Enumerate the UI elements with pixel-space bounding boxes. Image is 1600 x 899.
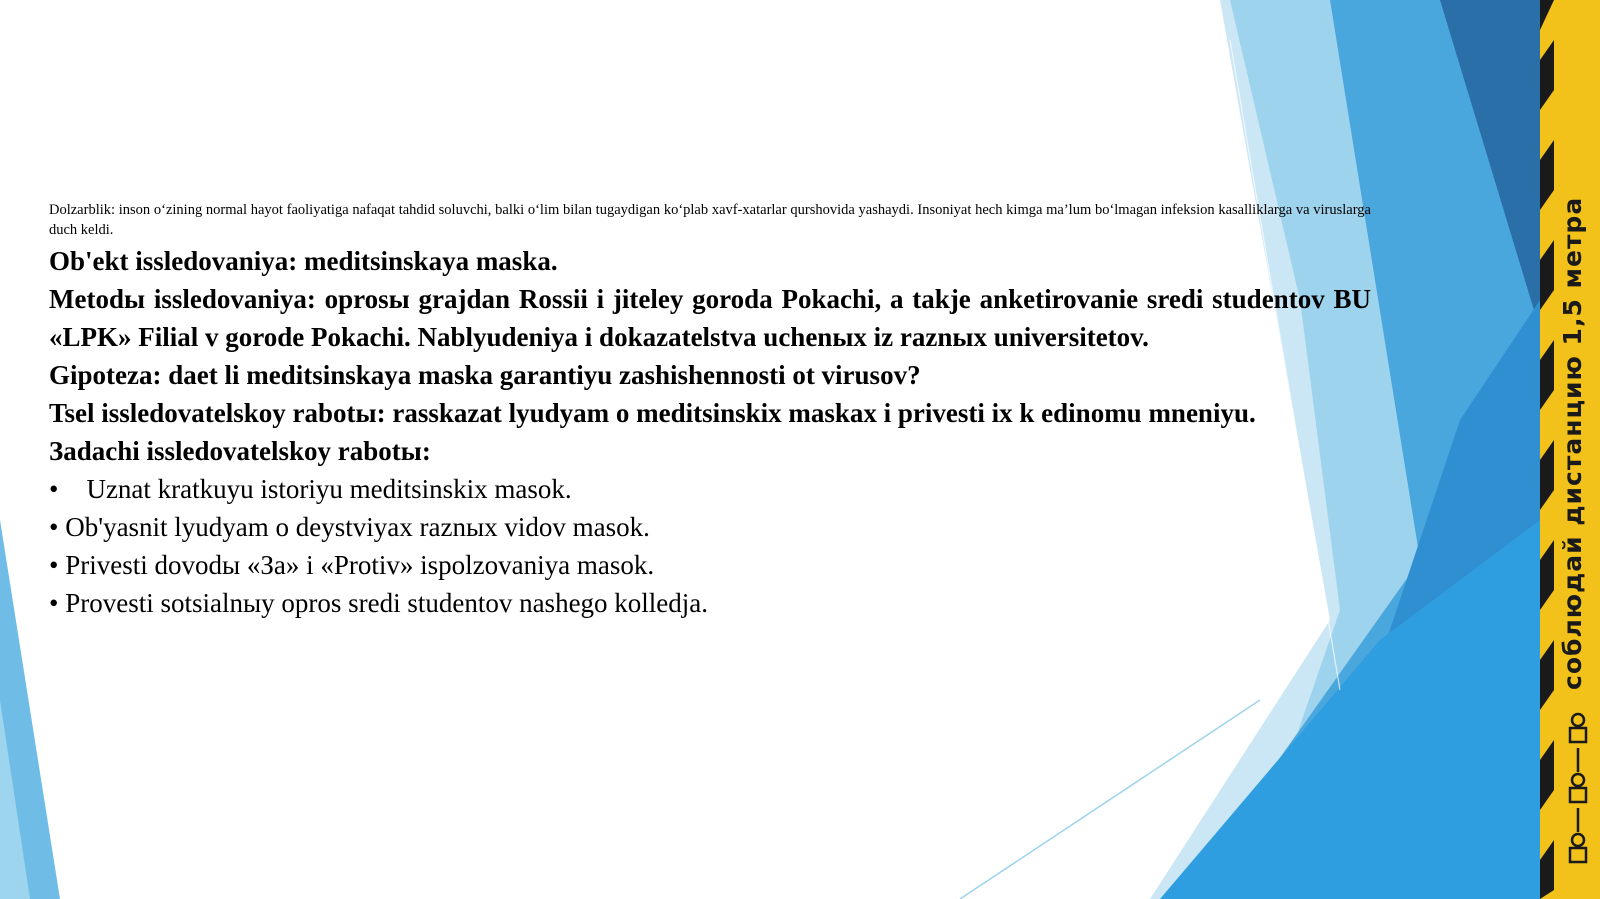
task-item xyxy=(49,584,1371,622)
methods-paragraph: Metodы issledovaniya: oprosы grajdan Rossii i jiteley goroda Pokachi, a takje anketirovanie sredi studentov BU «LPK» Filial v gorode Pokachi. Nablyudeniya i dokazatelstva uchenых iz raznых universitetov. xyxy=(49,284,1371,352)
task-text: Provesti sotsialnыy opros sredi studentov nashego kolledja. xyxy=(65,588,709,618)
task-item xyxy=(49,508,1371,546)
bullet-icon: • xyxy=(49,474,59,504)
tape-label xyxy=(1555,10,1591,710)
intro-paragraph: Dolzarblik: inson o‘zining normal hayot faoliyatiga nafaqat tahdid soluvchi, balki o‘lim bilan tugaydigan ko‘plab xavf-xatarlar qurshovida yashaydi. Insoniyat hech kimga ma’lum bo‘lmagan infeksion kasalliklarga va viruslarga duch keldi. xyxy=(49,202,1371,238)
slide-content xyxy=(49,200,1371,622)
object-line: Ob'ekt issledovaniya: meditsinskaya maska. xyxy=(49,246,558,276)
bullet-icon: • xyxy=(49,550,59,580)
bullet-icon: • xyxy=(49,588,59,618)
hypothesis-line: Gipoteza: daet li meditsinskaya maska garantiyu zashishennosti ot virusov? xyxy=(49,360,921,390)
svg-text:соблюдай дистанцию 1,5 метра: соблюдай дистанцию 1,5 метра xyxy=(1558,196,1587,690)
task-item xyxy=(49,546,1371,584)
goal-paragraph: Tsel issledovatelskoy rabotы: rasskazat lyudyam o meditsinskix maskax i privesti ix k edinomu mneniyu. xyxy=(49,398,1256,428)
bullet-icon: • xyxy=(49,512,59,542)
task-text: Ob'yasnit lyudyam o deystviyax raznых vidov masok. xyxy=(65,512,650,542)
tasks-heading: Зadachi issledovatelskoy rabotы: xyxy=(49,436,431,466)
task-item xyxy=(49,470,1371,508)
task-text: Uznat kratkuyu istoriyu meditsinskix masok. xyxy=(86,474,572,504)
task-text: Privesti dovodы «Зa» i «Protiv» ispolzovaniya masok. xyxy=(65,550,655,580)
